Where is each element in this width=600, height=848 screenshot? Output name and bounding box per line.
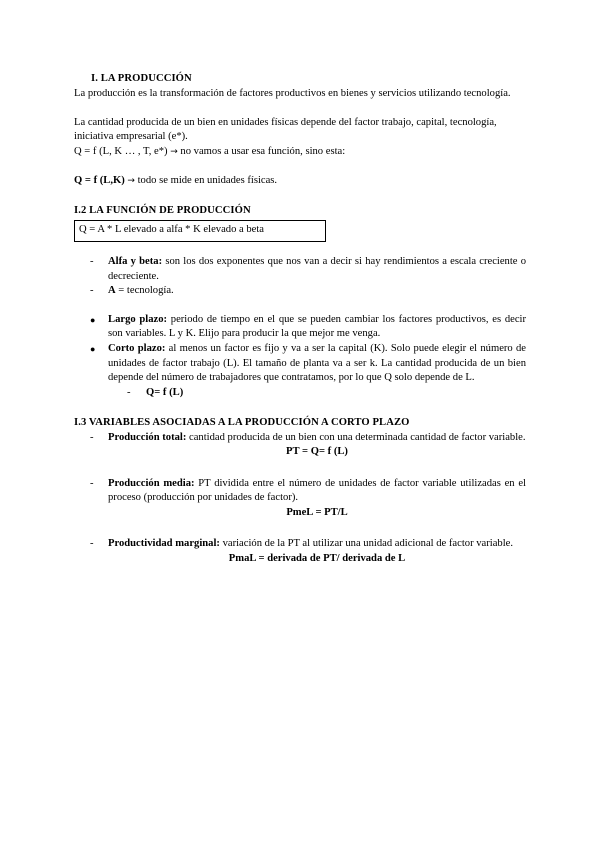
list-term: Largo plazo:	[108, 313, 168, 325]
dash-marker: -	[90, 431, 94, 443]
bullet-icon: ●	[90, 314, 96, 325]
list-term: Alfa y beta:	[108, 255, 163, 267]
section-1-heading: I. LA PRODUCCIÓN	[91, 73, 192, 84]
function-1-formula: Q = f (L, K … , T, e*)	[74, 145, 168, 157]
list-text: variación de la PT al utilizar una unidad adicional de factor variable.	[219, 538, 514, 550]
exponent-list	[74, 255, 526, 299]
document-page	[74, 72, 526, 566]
section-3-heading: I.3 VARIABLES ASOCIADAS A LA PRODUCCIÓN A CORTO PLAZO	[74, 417, 410, 429]
list-text: = tecnología.	[115, 285, 174, 297]
short-run-formula: Q= f (L)	[146, 386, 184, 398]
bullet-icon: ●	[90, 343, 96, 354]
dash-marker: -	[90, 255, 94, 267]
list-text: PT dividida entre el número de unidades de factor variable utilizadas en el proceso (producción por unidades de factor).	[108, 477, 526, 504]
dash-marker: -	[90, 477, 94, 489]
list-text: son los dos exponentes que nos van a decir si hay rendimientos a escala creciente o decreciente.	[108, 255, 526, 282]
list-term: Corto plazo:	[108, 342, 166, 354]
function-2-note: todo se mide en unidades físicas.	[134, 175, 278, 187]
list-text: cantidad producida de un bien con una determinada cantidad de factor variable.	[186, 431, 526, 443]
list-item	[74, 431, 526, 446]
function-1-note: no vamos a usar esa función, sino esta:	[177, 145, 346, 157]
list-item	[74, 313, 526, 342]
production-definition: La producción es la transformación de factores productivos en bienes y servicios utilizando tecnología.	[74, 87, 511, 99]
list-item	[74, 537, 526, 552]
term-bullet-list	[74, 313, 526, 401]
list-item	[74, 284, 526, 299]
list-term: Producción total:	[108, 431, 187, 443]
list-item	[74, 255, 526, 284]
average-production-formula: PmeL = PT/L	[286, 506, 348, 518]
list-text: al menos un factor es fijo y va a ser la capital (K). Solo puede elegir el número de unidades de factor trabajo (L). El tamaño de planta va a ser k. La cantidad producida de un bien depende del número de trabajadores que contratamos, por lo que Q solo depende de L.	[108, 342, 526, 384]
dash-marker: -	[127, 386, 131, 398]
list-term: Productividad marginal:	[108, 538, 220, 550]
section-2-heading: I.2 LA FUNCIÓN DE PRODUCCIÓN	[74, 204, 251, 216]
production-function-box: Q = A * L elevado a alfa * K elevado a beta	[74, 220, 326, 242]
quantity-paragraph: La cantidad producida de un bien en unidades físicas depende del factor trabajo, capital, tecnología, iniciativa empresarial (e*).	[74, 116, 497, 143]
arrow-right-icon: →	[127, 176, 135, 187]
dash-marker: -	[90, 538, 94, 550]
list-term: Producción media:	[108, 477, 195, 489]
list-item	[74, 342, 526, 386]
sub-list-item	[74, 386, 526, 401]
dash-marker: -	[90, 285, 94, 297]
list-item	[74, 477, 526, 506]
function-line-2	[74, 174, 526, 189]
list-term: A	[108, 285, 116, 297]
total-production-formula: PT = Q= f (L)	[286, 446, 348, 458]
function-line-1	[74, 145, 526, 160]
marginal-productivity-formula: PmaL = derivada de PT/ derivada de L	[228, 552, 406, 564]
variables-list	[74, 431, 526, 566]
function-2-formula: Q = f (L,K)	[74, 175, 125, 187]
arrow-right-icon: →	[170, 146, 178, 157]
list-text: periodo de tiempo en el que se pueden cambiar los factores productivos, es decir son variables. L y K. Elijo para producir la que mejor me venga.	[108, 313, 526, 340]
